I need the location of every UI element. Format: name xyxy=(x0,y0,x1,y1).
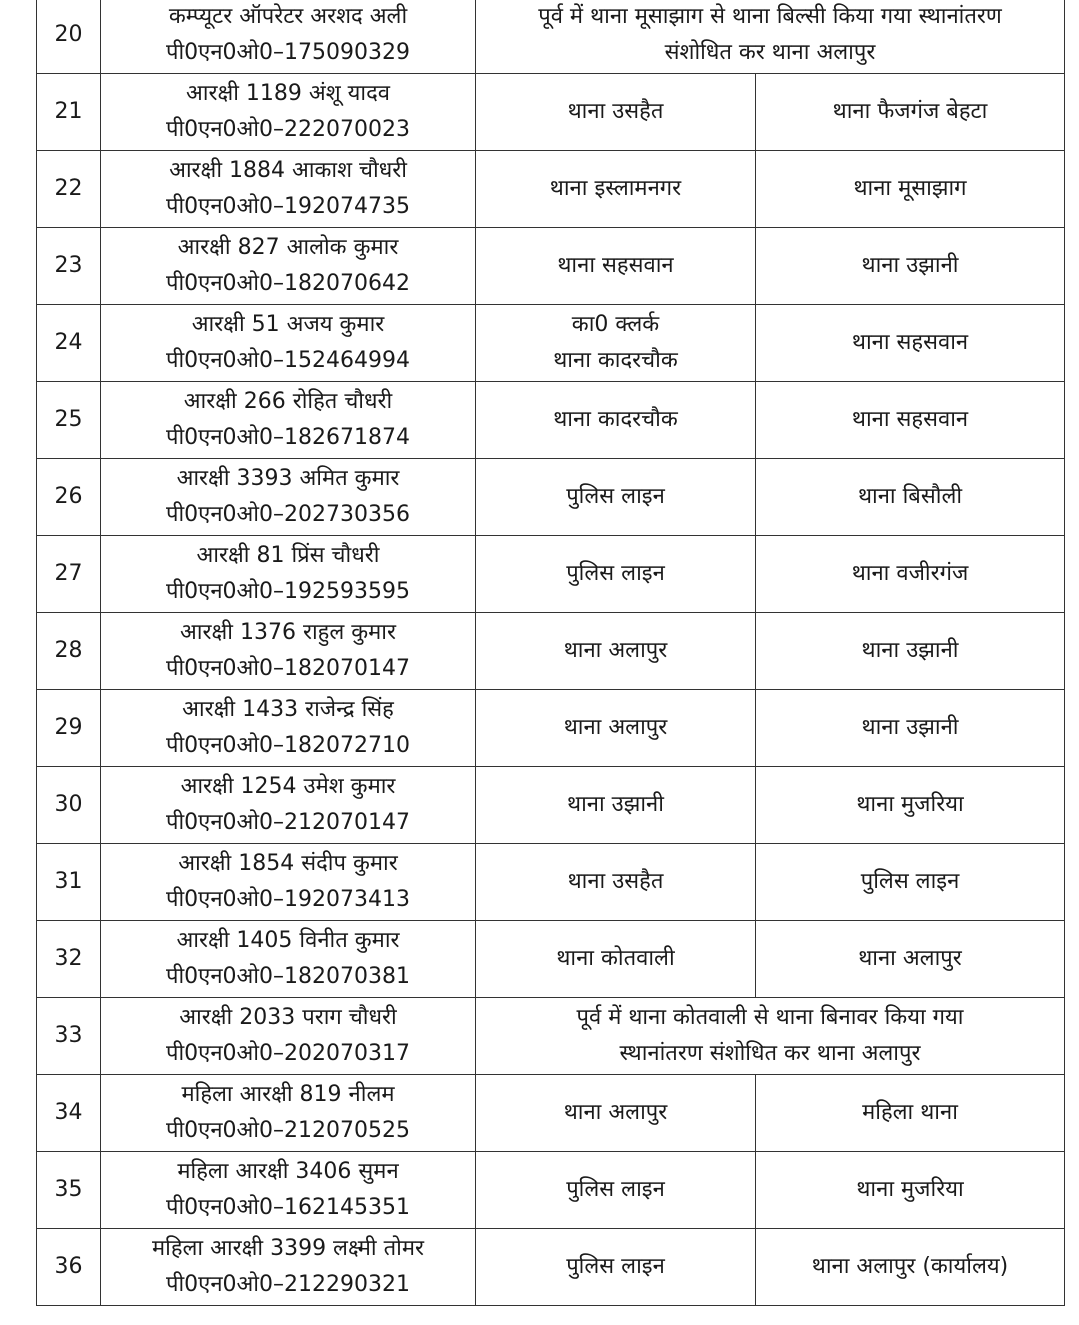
employee-pno: पी0एन0ओ0–182070147 xyxy=(165,656,411,681)
serial-number: 21 xyxy=(54,99,83,124)
current-posting: का0 क्लर्क xyxy=(571,312,660,337)
current-posting-cell xyxy=(476,613,756,690)
new-posting-cell xyxy=(756,536,1065,613)
table-row xyxy=(37,921,1065,998)
employee-name: आरक्षी 1884 आकाश चौधरी xyxy=(169,158,407,183)
employee-pno: पी0एन0ओ0–152464994 xyxy=(165,348,411,373)
employee-pno: पी0एन0ओ0–212290321 xyxy=(165,1272,411,1297)
employee-cell xyxy=(101,1152,476,1229)
employee-name: आरक्षी 3393 अमित कुमार xyxy=(176,466,400,491)
employee-cell xyxy=(101,1075,476,1152)
employee-name: महिला आरक्षी 3399 लक्ष्मी तोमर xyxy=(151,1236,425,1261)
new-posting-cell xyxy=(756,151,1065,228)
table-row xyxy=(37,1152,1065,1229)
serial-number-cell xyxy=(37,228,101,305)
employee-pno: पी0एन0ओ0–212070147 xyxy=(165,810,411,835)
serial-number-cell xyxy=(37,305,101,382)
employee-cell xyxy=(101,228,476,305)
transfer-note-line: पूर्व में थाना मूसाझाग से थाना बिल्सी किया गया स्थानांतरण xyxy=(538,4,1002,29)
current-posting: थाना उझानी xyxy=(567,792,664,817)
new-posting: थाना बिसौली xyxy=(857,484,963,509)
new-posting-cell xyxy=(756,305,1065,382)
employee-cell xyxy=(101,305,476,382)
employee-cell xyxy=(101,459,476,536)
employee-name: आरक्षी 1854 संदीप कुमार xyxy=(178,851,398,876)
new-posting-cell xyxy=(756,690,1065,767)
current-posting: पुलिस लाइन xyxy=(566,1177,665,1202)
employee-cell xyxy=(101,767,476,844)
current-posting-cell xyxy=(476,459,756,536)
new-posting-cell xyxy=(756,382,1065,459)
current-posting-cell xyxy=(476,1152,756,1229)
employee-pno: पी0एन0ओ0–162145351 xyxy=(165,1195,411,1220)
employee-name: आरक्षी 1189 अंशू यादव xyxy=(185,81,391,106)
transfer-note-line: पूर्व में थाना कोतवाली से थाना बिनावर किया गया xyxy=(576,1005,964,1030)
current-posting-cell xyxy=(476,844,756,921)
employee-pno: पी0एन0ओ0–192074735 xyxy=(165,194,411,219)
new-posting: थाना मुजरिया xyxy=(856,1177,964,1202)
employee-pno: पी0एन0ओ0–212070525 xyxy=(165,1118,411,1143)
serial-number: 22 xyxy=(54,176,83,201)
employee-pno: पी0एन0ओ0–192593595 xyxy=(165,579,411,604)
serial-number-cell xyxy=(37,0,101,74)
new-posting: थाना उझानी xyxy=(861,253,959,278)
serial-number-cell xyxy=(37,382,101,459)
transfer-note-cell xyxy=(476,998,1065,1075)
serial-number: 20 xyxy=(54,22,83,47)
new-posting-cell xyxy=(756,1152,1065,1229)
current-posting-cell xyxy=(476,305,756,382)
transfer-table-body xyxy=(37,0,1065,1306)
new-posting: थाना सहसवान xyxy=(851,407,969,432)
current-posting: थाना उसहैत xyxy=(567,869,664,894)
current-posting-cell xyxy=(476,767,756,844)
employee-pno: पी0एन0ओ0–192073413 xyxy=(165,887,411,912)
serial-number: 30 xyxy=(54,792,83,817)
employee-name: महिला आरक्षी 3406 सुमन xyxy=(177,1159,399,1184)
new-posting: थाना मूसाझाग xyxy=(853,176,967,201)
serial-number-cell xyxy=(37,459,101,536)
employee-name: आरक्षी 827 आलोक कुमार xyxy=(177,235,399,260)
current-posting: थाना अलापुर xyxy=(563,1100,668,1125)
new-posting: पुलिस लाइन xyxy=(860,869,960,894)
table-row xyxy=(37,998,1065,1075)
table-row xyxy=(37,613,1065,690)
table-row xyxy=(37,690,1065,767)
current-posting: थाना कादरचौक xyxy=(553,407,678,432)
employee-name: आरक्षी 1405 विनीत कुमार xyxy=(176,928,400,953)
employee-name: आरक्षी 81 प्रिंस चौधरी xyxy=(196,543,380,568)
new-posting: थाना उझानी xyxy=(861,638,959,663)
serial-number: 28 xyxy=(54,638,83,663)
serial-number-cell xyxy=(37,690,101,767)
serial-number: 36 xyxy=(54,1254,83,1279)
serial-number: 23 xyxy=(54,253,83,278)
new-posting-cell xyxy=(756,459,1065,536)
employee-name: आरक्षी 1376 राहुल कुमार xyxy=(180,620,396,645)
current-posting: थाना सहसवान xyxy=(557,253,674,278)
current-posting: पुलिस लाइन xyxy=(566,561,665,586)
serial-number-cell xyxy=(37,844,101,921)
employee-cell xyxy=(101,536,476,613)
current-posting-cell xyxy=(476,1229,756,1306)
employee-pno: पी0एन0ओ0–182072710 xyxy=(165,733,411,758)
current-posting-cell xyxy=(476,151,756,228)
employee-pno: पी0एन0ओ0–182671874 xyxy=(165,425,411,450)
employee-name: आरक्षी 266 रोहित चौधरी xyxy=(183,389,393,414)
serial-number: 35 xyxy=(54,1177,83,1202)
serial-number: 32 xyxy=(54,946,83,971)
table-row xyxy=(37,0,1065,74)
current-posting: थाना अलापुर xyxy=(563,715,668,740)
table-row xyxy=(37,536,1065,613)
current-posting: पुलिस लाइन xyxy=(566,1254,665,1279)
table-row xyxy=(37,844,1065,921)
serial-number-cell xyxy=(37,613,101,690)
employee-cell xyxy=(101,382,476,459)
current-posting: थाना कादरचौक xyxy=(553,348,678,373)
new-posting-cell xyxy=(756,1229,1065,1306)
employee-cell xyxy=(101,74,476,151)
current-posting-cell xyxy=(476,228,756,305)
current-posting: थाना इस्लामनगर xyxy=(549,176,682,201)
current-posting: थाना कोतवाली xyxy=(556,946,675,971)
current-posting-cell xyxy=(476,536,756,613)
new-posting: थाना मुजरिया xyxy=(856,792,964,817)
transfer-note-line: संशोधित कर थाना अलापुर xyxy=(664,40,876,65)
employee-name: कम्प्यूटर ऑपरेटर अरशद अली xyxy=(168,4,408,29)
current-posting-cell xyxy=(476,921,756,998)
serial-number: 31 xyxy=(54,869,83,894)
current-posting-cell xyxy=(476,74,756,151)
new-posting: थाना अलापुर (कार्यालय) xyxy=(811,1254,1009,1279)
employee-pno: पी0एन0ओ0–202070317 xyxy=(165,1041,411,1066)
serial-number: 24 xyxy=(54,330,83,355)
employee-name: आरक्षी 2033 पराग चौधरी xyxy=(179,1005,397,1030)
table-row xyxy=(37,228,1065,305)
serial-number-cell xyxy=(37,1075,101,1152)
employee-cell xyxy=(101,151,476,228)
new-posting: थाना सहसवान xyxy=(851,330,969,355)
employee-name: महिला आरक्षी 819 नीलम xyxy=(181,1082,395,1107)
current-posting-cell xyxy=(476,690,756,767)
employee-cell xyxy=(101,613,476,690)
table-row xyxy=(37,767,1065,844)
employee-cell xyxy=(101,844,476,921)
serial-number: 27 xyxy=(54,561,83,586)
serial-number-cell xyxy=(37,151,101,228)
employee-cell xyxy=(101,921,476,998)
table-row xyxy=(37,305,1065,382)
serial-number-cell xyxy=(37,74,101,151)
employee-cell xyxy=(101,998,476,1075)
current-posting: थाना अलापुर xyxy=(563,638,668,663)
table-row xyxy=(37,1229,1065,1306)
new-posting-cell xyxy=(756,1075,1065,1152)
new-posting-cell xyxy=(756,228,1065,305)
new-posting: थाना फैजगंज बेहटा xyxy=(832,99,988,124)
new-posting: थाना अलापुर xyxy=(858,946,962,971)
serial-number: 29 xyxy=(54,715,83,740)
serial-number-cell xyxy=(37,1152,101,1229)
employee-pno: पी0एन0ओ0–175090329 xyxy=(165,40,411,65)
serial-number-cell xyxy=(37,767,101,844)
employee-name: आरक्षी 51 अजय कुमार xyxy=(191,312,385,337)
serial-number: 34 xyxy=(54,1100,83,1125)
table-row xyxy=(37,382,1065,459)
table-row xyxy=(37,1075,1065,1152)
current-posting: थाना उसहैत xyxy=(567,99,664,124)
new-posting-cell xyxy=(756,613,1065,690)
transfer-note-cell xyxy=(476,0,1065,74)
serial-number: 26 xyxy=(54,484,83,509)
table-row xyxy=(37,459,1065,536)
new-posting-cell xyxy=(756,767,1065,844)
employee-cell xyxy=(101,690,476,767)
employee-cell xyxy=(101,0,476,74)
new-posting-cell xyxy=(756,921,1065,998)
current-posting-cell xyxy=(476,382,756,459)
table-row xyxy=(37,74,1065,151)
current-posting: पुलिस लाइन xyxy=(566,484,665,509)
employee-cell xyxy=(101,1229,476,1306)
employee-pno: पी0एन0ओ0–182070381 xyxy=(165,964,411,989)
current-posting-cell xyxy=(476,1075,756,1152)
employee-pno: पी0एन0ओ0–182070642 xyxy=(165,271,411,296)
new-posting: महिला थाना xyxy=(862,1100,958,1125)
employee-pno: पी0एन0ओ0–222070023 xyxy=(165,117,411,142)
new-posting: थाना उझानी xyxy=(861,715,959,740)
table-row xyxy=(37,151,1065,228)
transfer-table xyxy=(36,0,1065,1306)
serial-number-cell xyxy=(37,1229,101,1306)
transfer-note-line: स्थानांतरण संशोधित कर थाना अलापुर xyxy=(619,1041,921,1066)
serial-number: 25 xyxy=(54,407,83,432)
employee-name: आरक्षी 1254 उमेश कुमार xyxy=(180,774,396,799)
new-posting-cell xyxy=(756,74,1065,151)
serial-number-cell xyxy=(37,921,101,998)
serial-number: 33 xyxy=(54,1023,83,1048)
new-posting-cell xyxy=(756,844,1065,921)
employee-pno: पी0एन0ओ0–202730356 xyxy=(165,502,411,527)
employee-name: आरक्षी 1433 राजेन्द्र सिंह xyxy=(182,697,394,722)
new-posting: थाना वजीरगंज xyxy=(851,561,969,586)
serial-number-cell xyxy=(37,536,101,613)
serial-number-cell xyxy=(37,998,101,1075)
